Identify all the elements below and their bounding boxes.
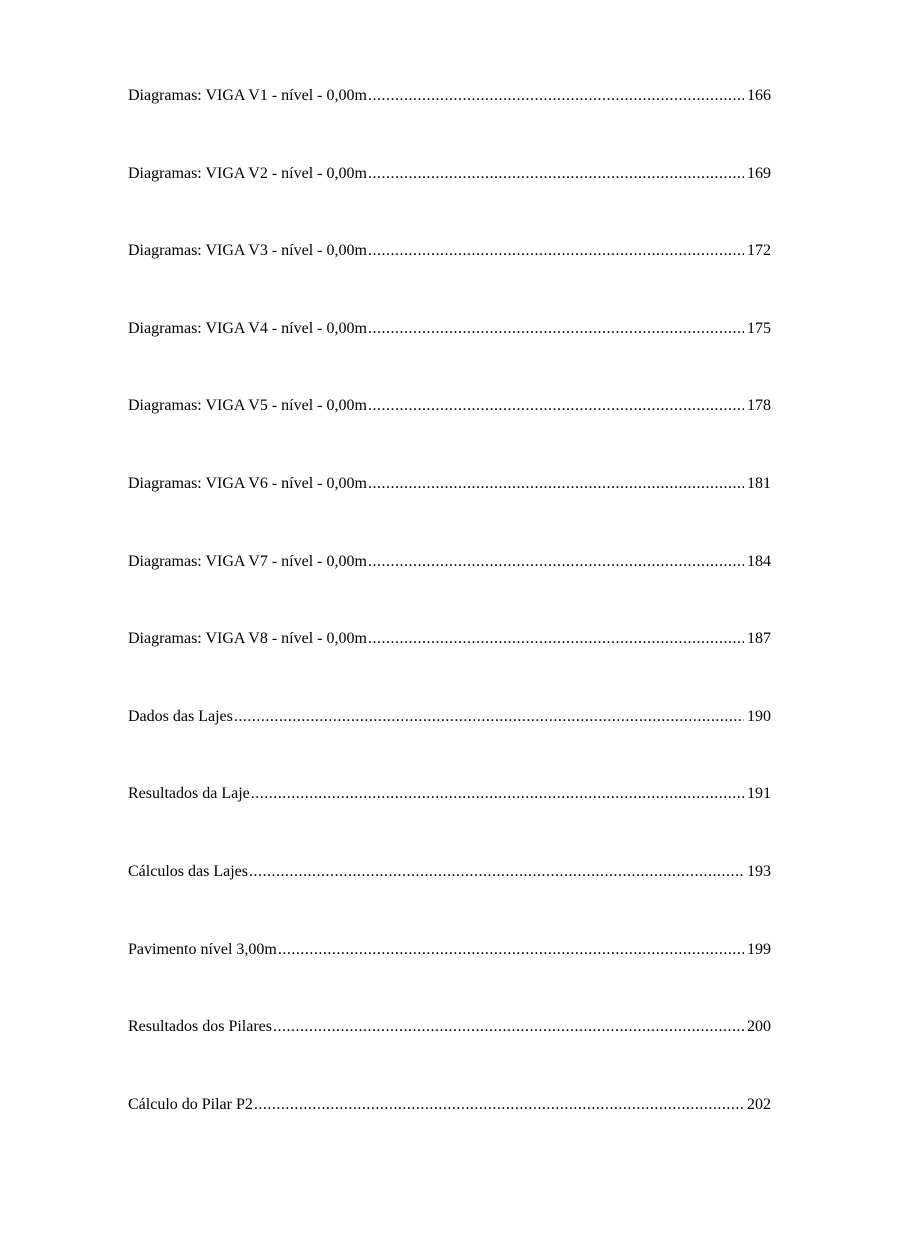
toc-dot-leader <box>234 706 744 728</box>
toc-dot-leader <box>368 628 744 650</box>
toc-entry-page-number: 187 <box>747 630 771 648</box>
toc-entry[interactable] <box>128 240 771 318</box>
toc-dot-leader <box>368 318 744 340</box>
toc-entry-title: Diagramas: VIGA V8 - nível - 0,00m <box>128 630 367 648</box>
toc-entry-page-number: 200 <box>747 1018 771 1036</box>
toc-entry-title: Dados das Lajes <box>128 707 233 725</box>
toc-entry-title: Cálculos das Lajes <box>128 862 248 880</box>
toc-entry[interactable] <box>128 318 771 396</box>
toc-entry-page-number: 202 <box>747 1095 771 1113</box>
toc-dot-leader <box>251 783 744 805</box>
toc-entry[interactable] <box>128 783 771 861</box>
toc-dot-leader <box>368 163 744 185</box>
table-of-contents <box>128 85 771 1171</box>
toc-entry-page-number: 178 <box>747 397 771 415</box>
toc-entry-title: Cálculo do Pilar P2 <box>128 1095 253 1113</box>
toc-entry-page-number: 172 <box>747 242 771 260</box>
toc-entry[interactable] <box>128 1016 771 1094</box>
toc-entry[interactable] <box>128 939 771 1017</box>
toc-entry-title: Diagramas: VIGA V1 - nível - 0,00m <box>128 87 367 104</box>
toc-dot-leader <box>368 240 744 262</box>
toc-dot-leader <box>368 85 744 107</box>
toc-entry-page-number: 169 <box>747 164 771 182</box>
toc-entry-page-number: 199 <box>747 940 771 958</box>
toc-entry[interactable] <box>128 85 771 163</box>
toc-entry[interactable] <box>128 395 771 473</box>
toc-entry[interactable] <box>128 473 771 551</box>
toc-dot-leader <box>368 473 744 495</box>
toc-entry[interactable] <box>128 706 771 784</box>
toc-entry-page-number: 166 <box>747 87 771 104</box>
toc-entry-title: Resultados da Laje <box>128 785 250 803</box>
toc-entry[interactable] <box>128 163 771 241</box>
toc-dot-leader <box>249 861 744 883</box>
toc-entry-page-number: 190 <box>747 707 771 725</box>
toc-entry-title: Resultados dos Pilares <box>128 1018 272 1036</box>
toc-entry[interactable] <box>128 1094 771 1172</box>
toc-dot-leader <box>278 939 744 961</box>
toc-entry[interactable] <box>128 861 771 939</box>
toc-entry[interactable] <box>128 551 771 629</box>
toc-entry-title: Diagramas: VIGA V6 - nível - 0,00m <box>128 474 367 492</box>
toc-dot-leader <box>368 551 744 573</box>
toc-entry-page-number: 181 <box>747 474 771 492</box>
toc-dot-leader <box>368 395 744 417</box>
toc-entry-title: Diagramas: VIGA V4 - nível - 0,00m <box>128 319 367 337</box>
toc-entry-page-number: 175 <box>747 319 771 337</box>
toc-entry-title: Diagramas: VIGA V7 - nível - 0,00m <box>128 552 367 570</box>
toc-dot-leader <box>273 1016 744 1038</box>
toc-entry-title: Pavimento nível 3,00m <box>128 940 277 958</box>
toc-entry-page-number: 184 <box>747 552 771 570</box>
toc-entry-page-number: 193 <box>747 862 771 880</box>
toc-dot-leader <box>254 1094 744 1116</box>
toc-entry-title: Diagramas: VIGA V5 - nível - 0,00m <box>128 397 367 415</box>
toc-entry-title: Diagramas: VIGA V3 - nível - 0,00m <box>128 242 367 260</box>
toc-entry[interactable] <box>128 628 771 706</box>
toc-entry-page-number: 191 <box>747 785 771 803</box>
toc-entry-title: Diagramas: VIGA V2 - nível - 0,00m <box>128 164 367 182</box>
